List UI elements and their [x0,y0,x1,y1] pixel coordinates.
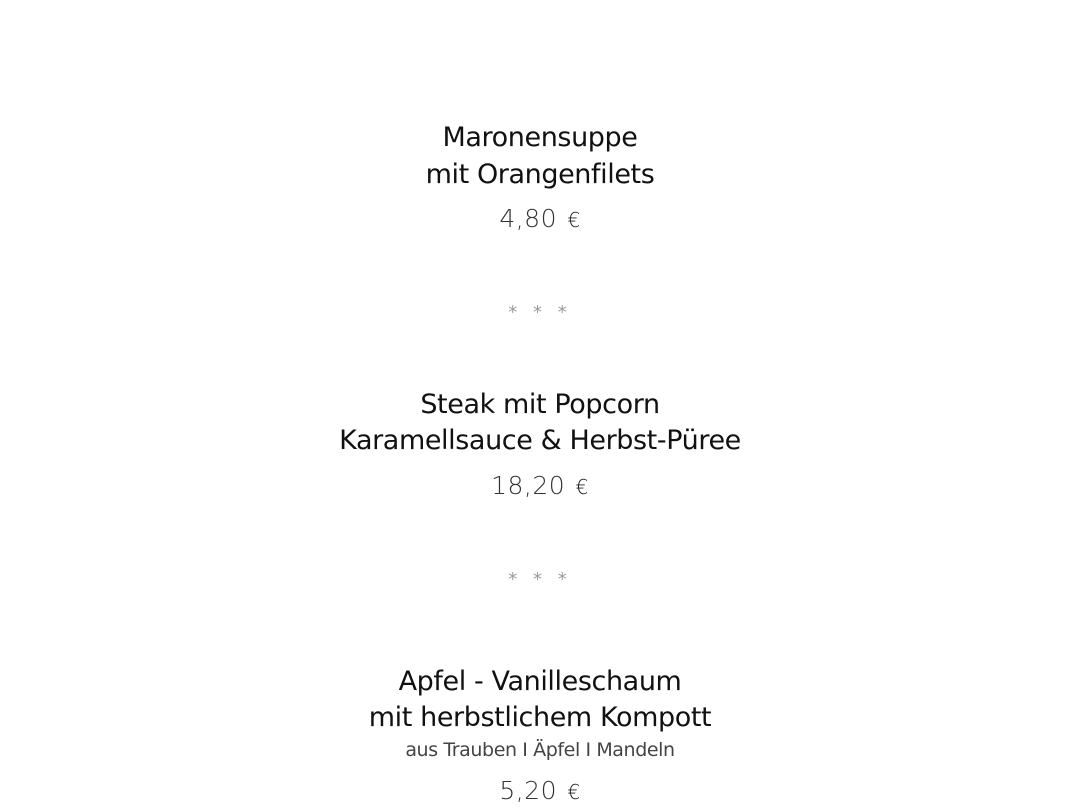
dish-title-line2: mit Orangenfilets [425,159,655,190]
dish-price [0,203,1080,236]
dish-title-line2: Karamellsauce & Herbst-Püree [339,425,741,456]
dish-price [0,470,1080,503]
currency-symbol: € [575,475,589,499]
dish-title-line1: Steak mit Popcorn [420,389,660,420]
dish-ingredients-note: aus Trauben I Äpfel I Mandeln [405,739,675,761]
dish-price [0,775,1080,808]
price-value: 5,20 [499,776,557,805]
dish-title-line1: Apfel - Vanilleschaum [398,666,682,697]
dish-title-line2: mit herbstlichem Kompott [368,702,712,733]
separator: * * * [508,302,572,323]
currency-symbol: € [567,780,581,804]
price-value: 4,80 [499,204,557,233]
dish-title-line1: Maronensuppe [442,122,638,153]
separator: * * * [508,569,572,590]
currency-symbol: € [567,208,581,232]
price-value: 18,20 [491,471,566,500]
